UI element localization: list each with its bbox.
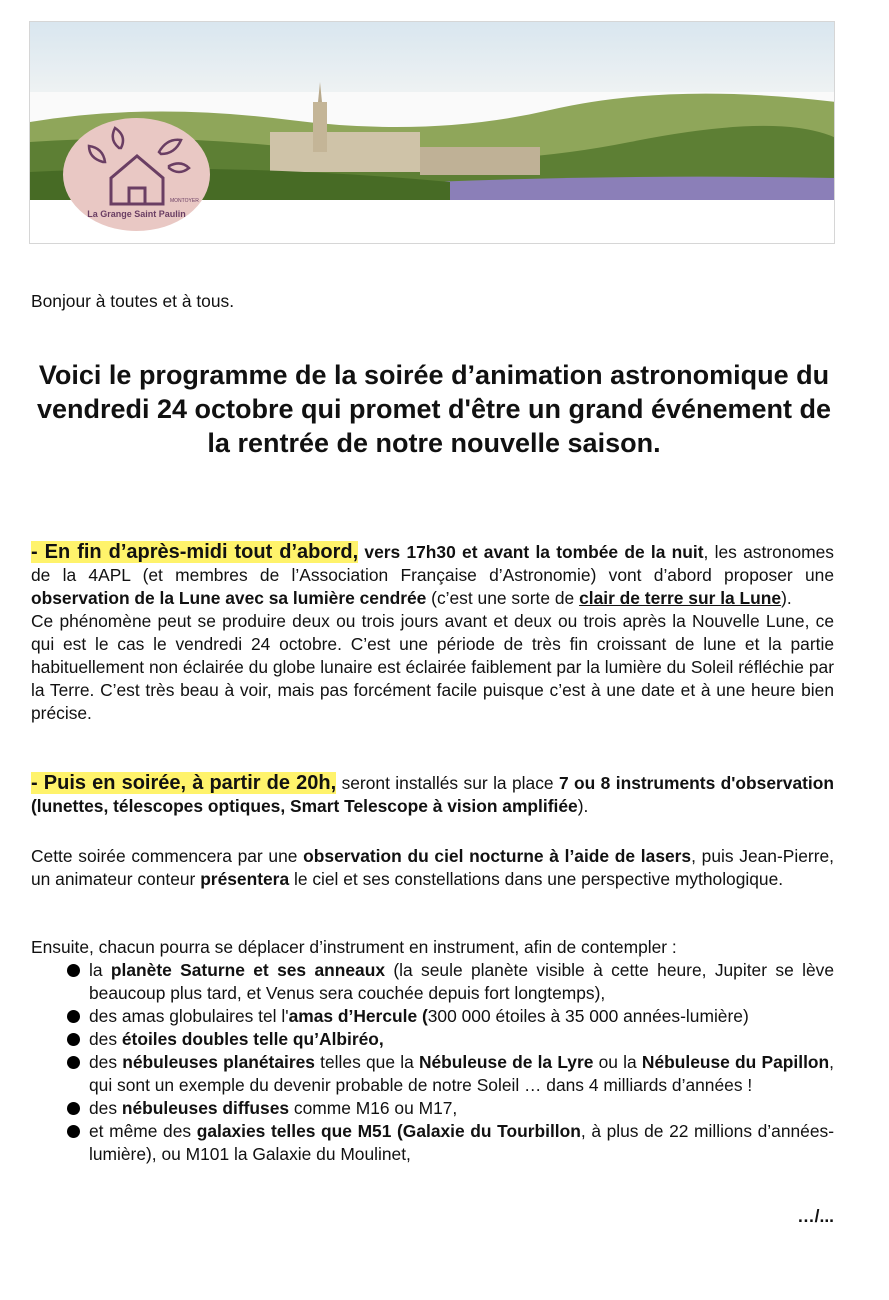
earthshine-term: clair de terre sur la Lune [579, 588, 782, 608]
logo-subtitle: MONTOYER [170, 198, 199, 204]
section-lune-paragraph: - En fin d’après-midi tout d’abord, vers 17h30 et avant la tombée de la nuit, les astronomes de la 4APL (et membres de l’Association Française d’Astronomie) vont d’abord proposer une observation de la Lune avec sa lumière cendrée (c’est une sorte de clair de terre sur la Lune). [31, 541, 834, 608]
highlight-evening: - Puis en soirée, à partir de 20h, [31, 772, 337, 794]
list-item: et même des galaxies telles que M51 (Galaxie du Tourbillon, à plus de 22 millions d’années-lumière), ou M101 la Galaxie du Moulinet, [67, 1120, 834, 1166]
greeting: Bonjour à toutes et à tous. [31, 291, 235, 311]
list-item: des amas globulaires tel l'amas d’Hercule (300 000 étoiles à 35 000 années-lumière) [67, 1005, 834, 1028]
logo [63, 118, 210, 231]
header-banner [29, 21, 835, 244]
observation-list [67, 959, 834, 1166]
page-title: Voici le programme de la soirée d’animation astronomique du vendredi 24 octobre qui promet d'être un grand événement de la rentrée de notre nouvelle saison. [36, 360, 832, 458]
section-instruments: - Puis en soirée, à partir de 20h, seront installés sur la place 7 ou 8 instruments d'observation (lunettes, télescopes optiques, Smart Telescope à vision amplifiée). [31, 772, 834, 816]
continued-marker: …/... [797, 1206, 834, 1226]
list-item: des nébuleuses planétaires telles que la Nébuleuse de la Lyre ou la Nébuleuse du Papillon, qui sont un exemple du devenir probable de notre Soleil … dans 4 milliards d’années ! [67, 1051, 834, 1097]
list-item: des nébuleuses diffuses comme M16 ou M17, [67, 1097, 834, 1120]
list-item: la planète Saturne et ses anneaux (la seule planète visible à cette heure, Jupiter se lève beaucoup plus tard, et Venus sera couchée depuis fort longtemps), [67, 959, 834, 1005]
section-lune [31, 541, 834, 725]
list-item: des étoiles doubles telle qu’Albiréo, [67, 1028, 834, 1051]
section-lasers: Cette soirée commencera par une observation du ciel nocturne à l’aide de lasers, puis Jean-Pierre, un animateur conteur présentera le ciel et ses constellations dans une perspective mythologique. [31, 846, 834, 889]
logo-text: La Grange Saint Paulin [87, 209, 186, 219]
highlight-afternoon: - En fin d’après-midi tout d’abord, [31, 541, 359, 563]
list-intro: Ensuite, chacun pourra se déplacer d’instrument en instrument, afin de contempler : [31, 937, 677, 957]
section-lune-explanation: Ce phénomène peut se produire deux ou trois jours avant et deux ou trois après la Nouvelle Lune, ce qui est le cas le vendredi 24 octobre. C’est une période de très fin croissant de lune et la partie habituellement non éclairée du globe lunaire est éclairée faiblement par la lumière du Soleil réfléchie par la Terre. C’est très beau à voir, mais pas forcément facile puisque c’est à une date et à une heure bien précise. [31, 611, 834, 723]
